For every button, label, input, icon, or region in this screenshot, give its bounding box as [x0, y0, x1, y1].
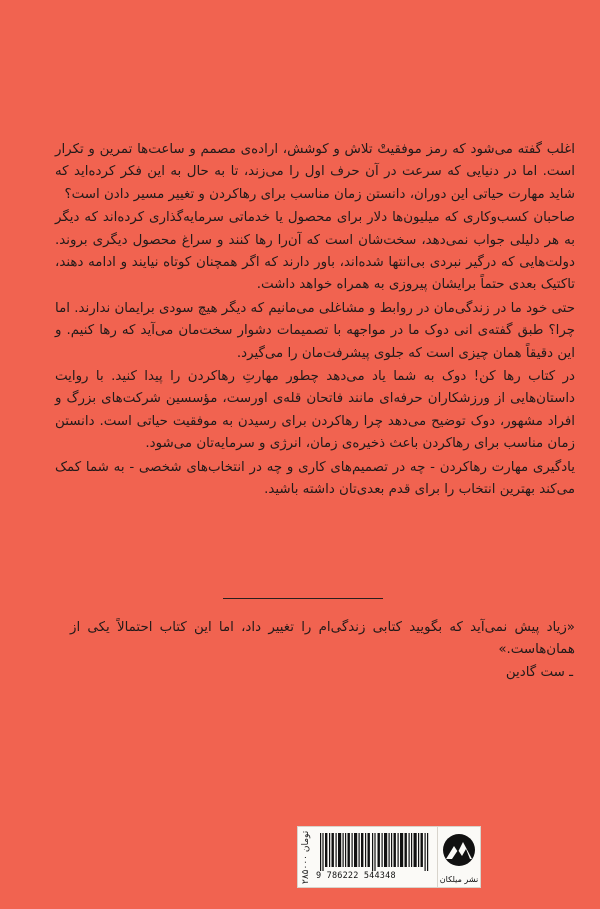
blurb-paragraph-5: یادگیری مهارت رهاکردن - چه در تصمیم‌های کاری و چه در انتخاب‌های شخصی - به شما کمک می‌کند بهترین انتخاب را برای قدم بعدی‌تان داشته باشید.	[55, 459, 575, 498]
mountain-icon	[442, 833, 476, 869]
price-label: ۲۸۵۰۰۰ تومان	[301, 830, 311, 884]
blurb-paragraph-2: صاحبان کسب‌وکاری که میلیون‌ها دلار برای محصول یا خدماتی سرمایه‌گذاری کرده‌اند که دیگر به هر دلیلی جواب نمی‌دهد، سخت‌شان است که آن‌را رها کنند و سراغ محصول دیگری بروند. دولت‌هایی که درگیر نبردی بی‌انتها شده‌اند، باور دارند که اگر همچنان کوتاه نیایند و ادامه دهند، تاکتیک بعدی حتماً برایشان پیروزی به همراه خواهد داشت.	[55, 210, 575, 293]
blurb-text	[55, 139, 575, 503]
quote-author: ـ ست گادین	[505, 664, 573, 680]
blurb-paragraph-3: حتی خود ما در زندگی‌مان در روابط و مشاغلی می‌مانیم که دیگر هیچ سودی برایمان ندارند. اما چرا؟ طبق گفته‌ی انی دوک ما در مواجهه با تصمیمات دشوار سخت‌مان می‌آید که رها کنیم. و این دقیقاً همان چیزی است که جلوی پیشرفت‌مان را می‌گیرد.	[55, 300, 575, 361]
publisher-logo	[437, 826, 481, 888]
blurb-paragraph-4: در کتاب رها کن! دوک به شما یاد می‌دهد چطور مهارتِ رهاکردن را پیدا کنید. با روایت داستان‌هایی از ورزشکاران حرفه‌ای مانند فاتحان قله‌ی اورست، مؤسسین شرکت‌های بزرگ و افراد مشهور، دوک توضیح می‌دهد چرا رهاکردن برای رسیدن به موفقیت حیاتی است. دانستن زمان مناسب برای رهاکردن باعث ذخیره‌ی زمان، انرژی و سرمایه‌تان می‌شود.	[55, 369, 575, 452]
blurb-paragraph-1: اغلب گفته می‌شود که رمز موفقیتْ تلاش و کوشش، اراده‌ی مصمم و ساعت‌ها تمرین و تکرار است. اما در دنیایی که سرعت در آن حرف اول را می‌زند، تا به حال به این فکر کرده‌اید که شاید مهارت حیاتی این دوران، دانستن زمان مناسب برای رهاکردن و تغییر مسیر دادن است؟	[55, 142, 575, 202]
barcode	[297, 826, 438, 888]
quote-text: «زیاد پیش نمی‌آید که بگویید کتابی زندگی‌ام را تغییر داد، اما این کتاب احتمالاً یکی از همان‌هاست.»	[70, 620, 575, 658]
divider-line	[223, 598, 383, 599]
publisher-name: نشر میلکان	[439, 875, 479, 884]
endorsement-quote	[70, 617, 575, 684]
barcode-bars	[320, 833, 432, 871]
barcode-number: 9 786222 544348	[316, 871, 396, 881]
